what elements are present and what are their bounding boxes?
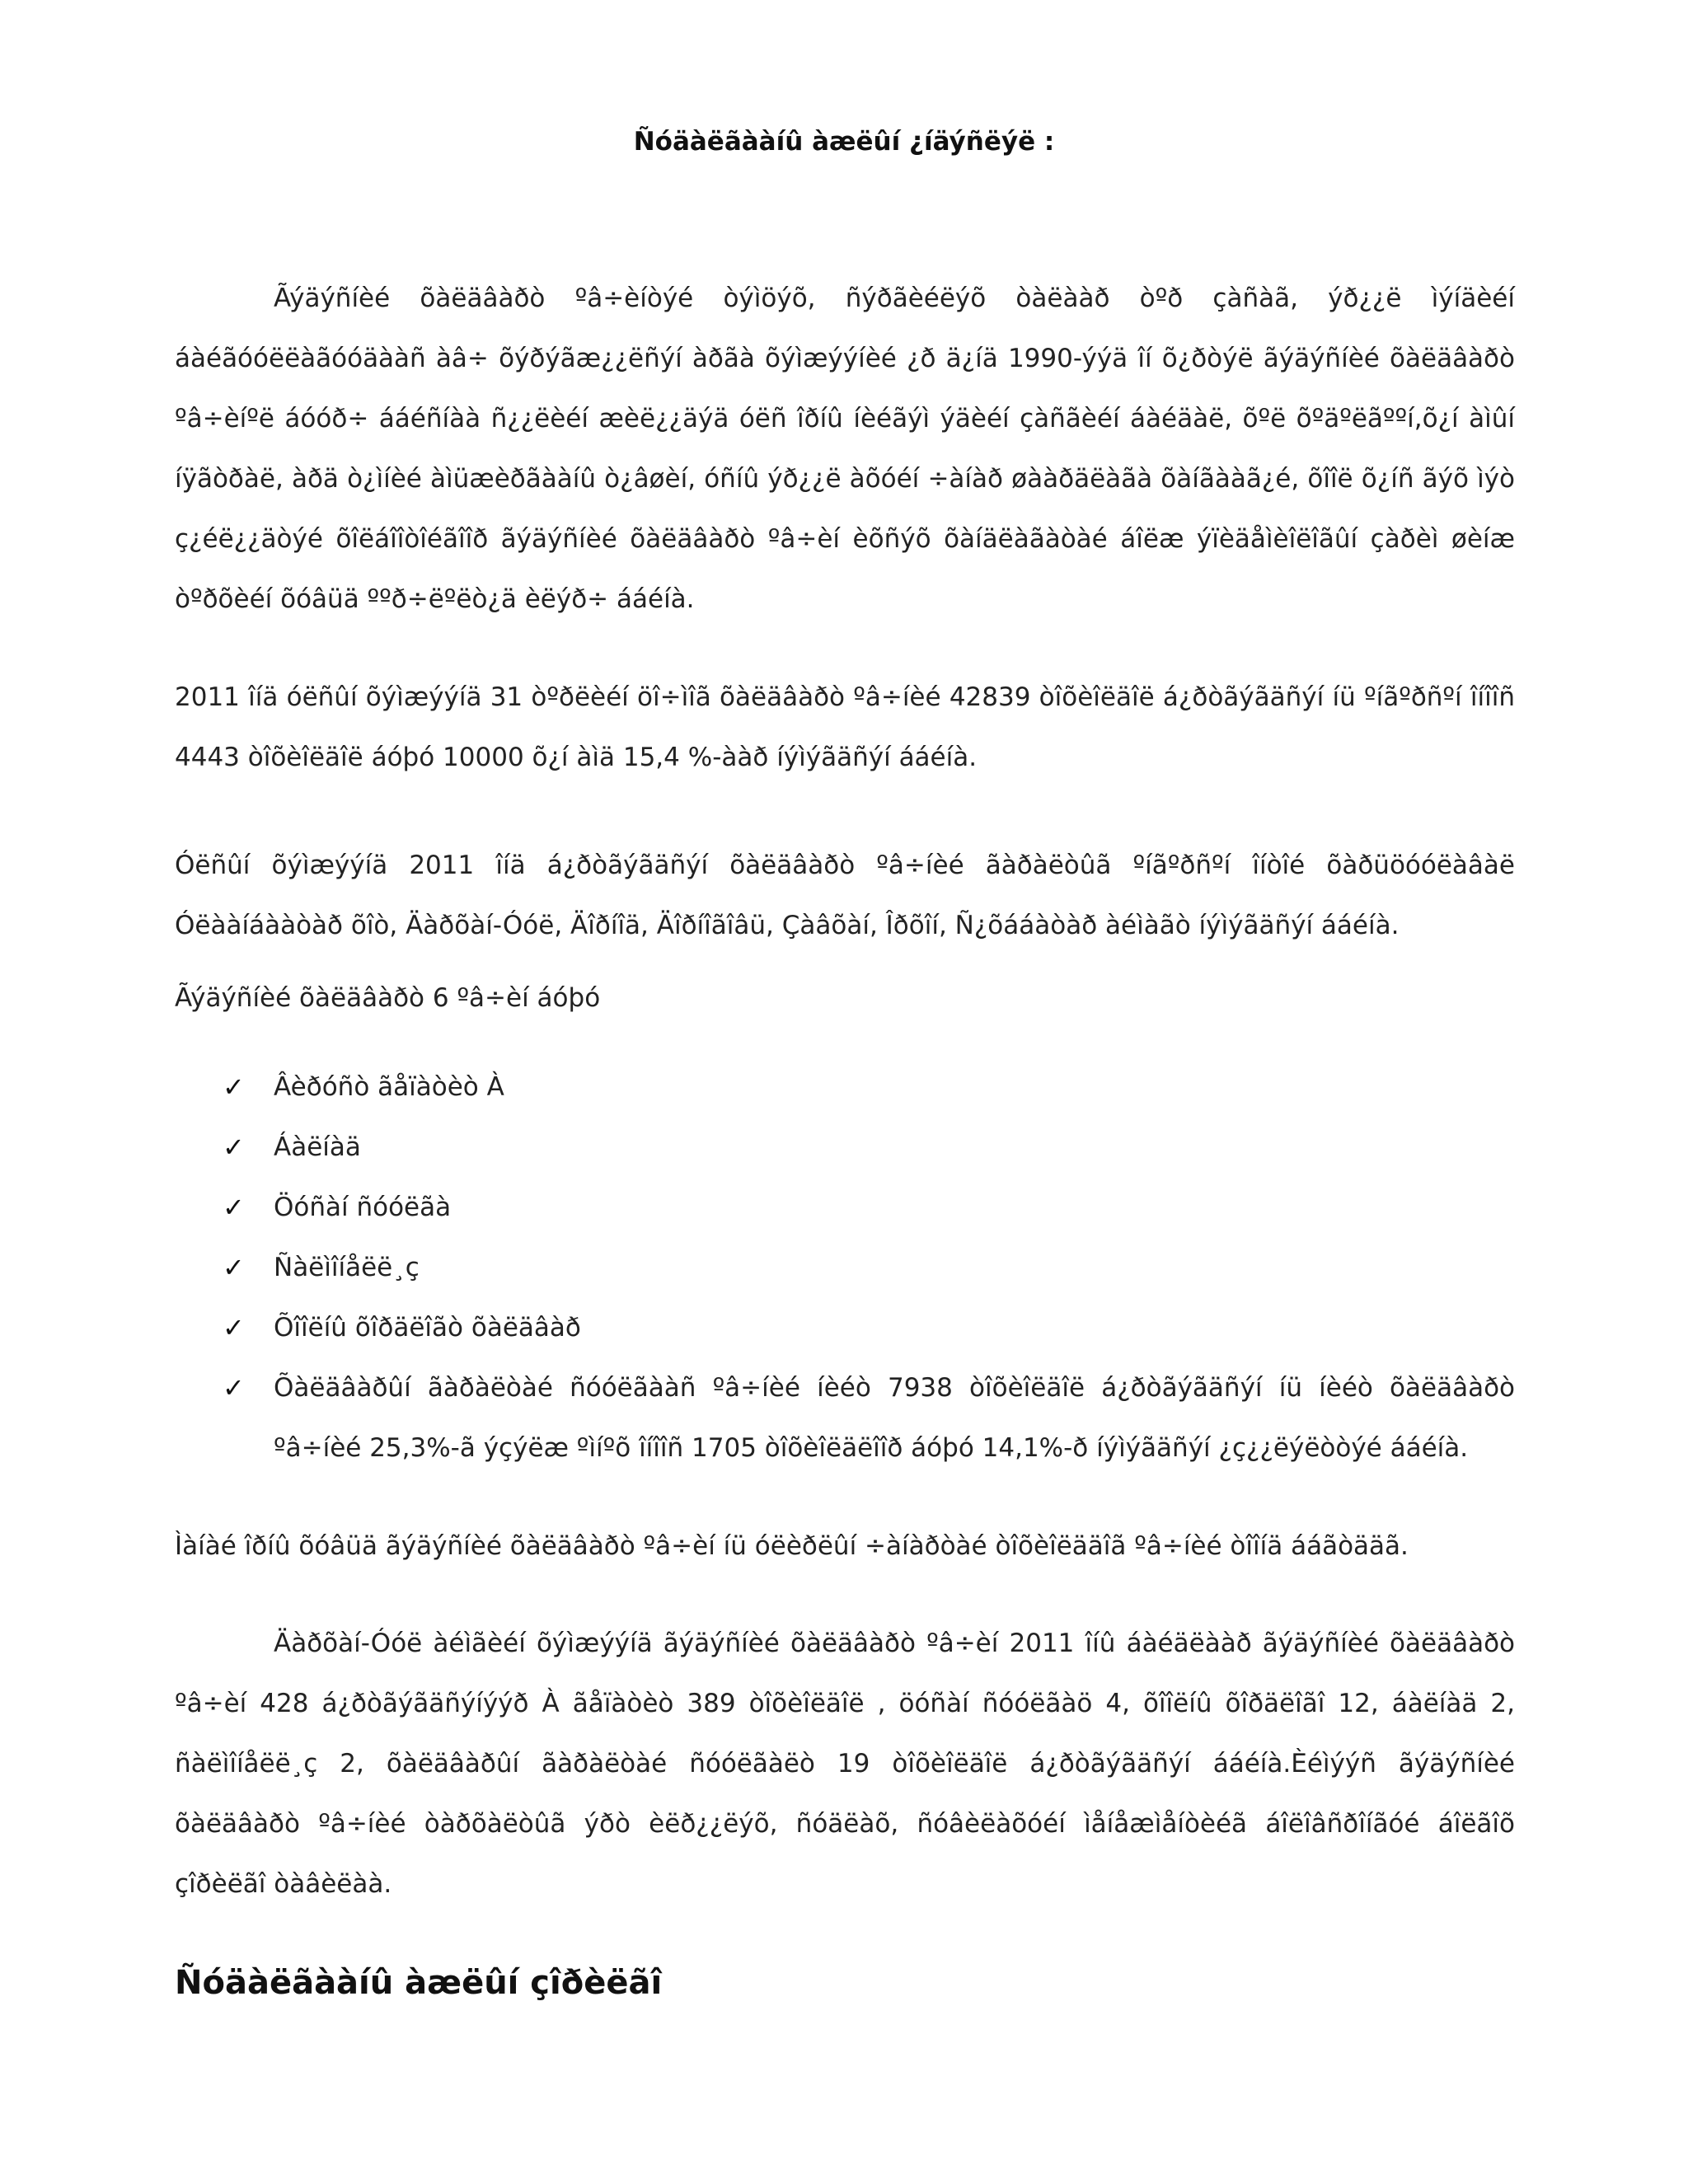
intro-section	[175, 269, 1515, 630]
check-mark-icon: ✓	[223, 1312, 245, 1343]
list-item	[223, 1358, 1515, 1479]
regions-section	[175, 836, 1515, 956]
leading-causes-section	[175, 1516, 1515, 1577]
list-item-text: Õîîëíû õîðäëîãò õàëäâàð	[274, 1313, 581, 1343]
list-item-text: Ñàëìîíåëë¸ç	[274, 1253, 420, 1282]
darkhan-section	[175, 1614, 1515, 1915]
list-item	[223, 1298, 1515, 1358]
list-item	[223, 1057, 1515, 1118]
document-title: Ñóäàëãààíû àæëûí ¿íäýñëýë :	[633, 127, 1055, 157]
check-mark-icon: ✓	[223, 1071, 245, 1103]
disease-types-list	[223, 1057, 1515, 1479]
check-mark-icon: ✓	[223, 1252, 245, 1283]
list-item-text: Õàëäâàðûí ãàðàëòàé ñóóëãààñ ºâ÷íèé íèéò 7938 òîõèîëäîë á¿ðòãýãäñýí íü íèéò õàëäâàðò ºâ÷íèé 25,3%-ã ýçýëæ ºìíºõ îíîîñ 1705 òîõèîëäëîîð áóþó 14,1%-ð íýìýãäñýí ¿ç¿¿ëýëòòýé ááéíà.	[274, 1373, 1515, 1463]
intro-paragraph: Ãýäýñíèé õàëäâàðò ºâ÷èíòýé òýìöýõ, ñýðãèéëýõ òàëààð òºð çàñàã, ýð¿¿ë ìýíäèéí áàéãóóëëàãóóäààñ àâ÷ õýðýãæ¿¿ëñýí àðãà õýìæýýíèé ¿ð ä¿íä 1990-ýýä îí õ¿ðòýë ãýäýñíèé õàëäâàðò ºâ÷èíºë áóóð÷ ááéñíàà ñ¿¿ëèéí æèë¿¿äýä óëñ îðíû íèéãýì ýäèéí çàñãèéí áàéäàë, õºë õºäºëãººí,õ¿í àìûí íÿãòðàë, àðä ò¿ìíèé àìüæèðãààíû ò¿âøèí, óñíû ýð¿¿ë àõóéí ÷àíàð øààðäëàãà õàíãààã¿é, õîîë õ¿íñ ãýõ ìýò ç¿éë¿¿äòýé õîëáîîòîéãîîð ãýäýñíèé õàëäâàðò ºâ÷èí èõñýõ õàíäëàãàòàé áîëæ ýïèäåìèîëîãûí çàðèì øèíæ òºðõèéí õóâüä ººð÷ëºëò¿ä èëýð÷ ááéíà.	[175, 284, 1515, 614]
check-mark-icon: ✓	[223, 1192, 245, 1223]
statistics-section	[175, 668, 1515, 788]
types-intro-section	[175, 968, 1515, 1029]
list-item-text: Áàëíàä	[274, 1132, 361, 1162]
paragraph-darkhan: Äàðõàí-Óóë àéìãèéí õýìæýýíä ãýäýñíèé õàëäâàðò ºâ÷èí 2011 îíû áàéäëààð ãýäýñíèé õàëäâàðò ºâ÷èí 428 á¿ðòãýãäñýíýýð À ãåïàòèò 389 òîõèîëäîë , öóñàí ñóóëãàö 4, õîîëíû õîðäëîãî 12, áàëíàä 2, ñàëìîíåëë¸ç 2, õàëäâàðûí ãàðàëòàé ñóóëãàëò 19 òîõèîëäîë á¿ðòãýãäñýí ááéíà.Èéìýýñ ãýäýñíèé õàëäâàðò ºâ÷íèé òàðõàëòûã ýðò èëð¿¿ëýõ, ñóäëàõ, ñóâèëàõóéí ìåíåæìåíòèéã áîëîâñðîíãóé áîëãîõ çîðèëãî òàâèëàà.	[175, 1629, 1515, 1899]
list-item-text: Âèðóñò ãåïàòèò À	[274, 1072, 504, 1102]
list-item	[223, 1118, 1515, 1178]
paragraph-leading-causes: Ìàíàé îðíû õóâüä ãýäýñíèé õàëäâàðò ºâ÷èí íü óëèðëûí ÷àíàðòàé òîõèîëääîã ºâ÷íèé òîîíä ááãòääã.	[175, 1531, 1409, 1561]
list-item-text: Öóñàí ñóóëãà	[274, 1193, 452, 1222]
paragraph-2011-total: 2011 îíä óëñûí õýìæýýíä 31 òºðëèéí öî÷ìîã õàëäâàðò ºâ÷íèé 42839 òîõèîëäîë á¿ðòãýãäñýí íü ºíãºðñºí îíîîñ 4443 òîõèîëäîë áóþó 10000 õ¿í àìä 15,4 %-ààð íýìýãäñýí ááéíà.	[175, 682, 1515, 772]
section-heading: Ñóäàëãààíû àæëûí çîðèëãî	[175, 1964, 663, 2002]
check-mark-icon: ✓	[223, 1132, 245, 1163]
list-item	[223, 1238, 1515, 1298]
types-intro: Ãýäýñíèé õàëäâàðò 6 ºâ÷èí áóþó	[175, 983, 601, 1013]
list-item	[223, 1178, 1515, 1238]
paragraph-2011-regions: Óëñûí õýìæýýíä 2011 îíä á¿ðòãýãäñýí õàëäâàðò ºâ÷íèé ãàðàëòûã ºíãºðñºí îíòîé õàðüöóóëàâàë Óëààíáààòàð õîò, Äàðõàí-Óóë, Äîðíîä, Äîðíîãîâü, Çàâõàí, Îðõîí, Ñ¿õááàòàð àéìàãò íýìýãäñýí ááéíà.	[175, 851, 1515, 940]
check-mark-icon: ✓	[223, 1372, 245, 1404]
